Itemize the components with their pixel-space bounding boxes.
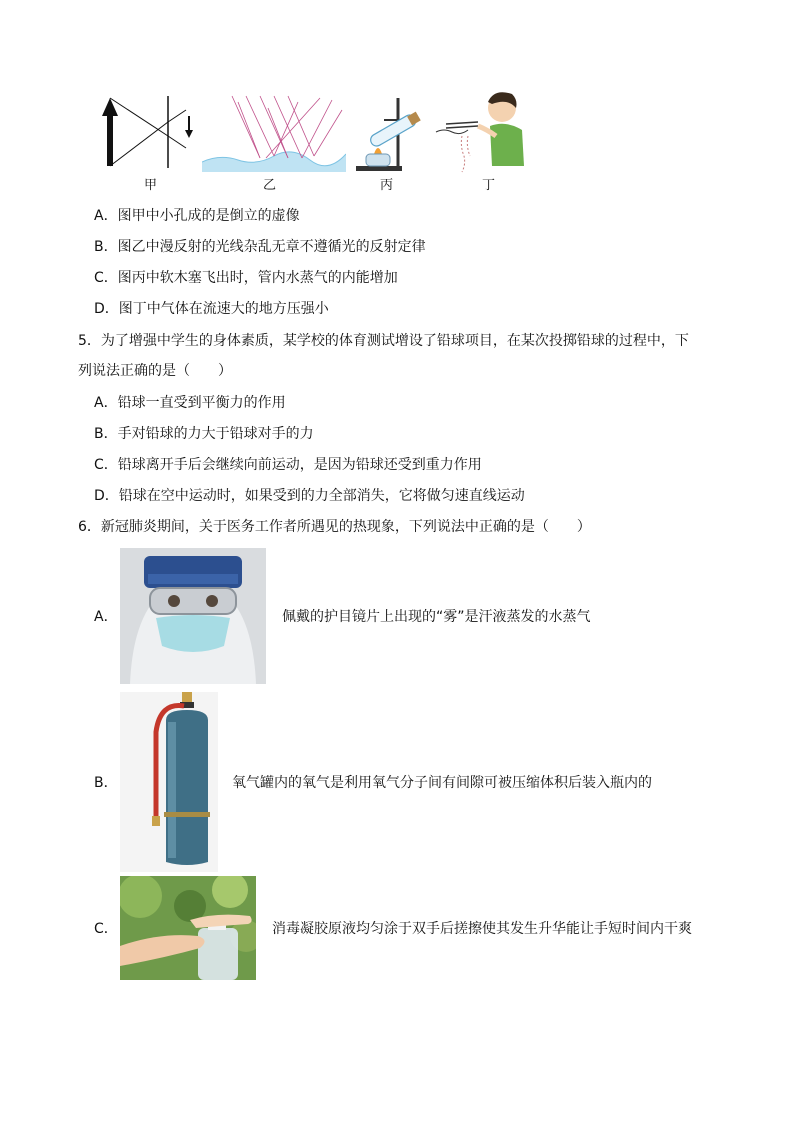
q5-option-d: [94, 486, 525, 506]
q4-option-b: [94, 237, 426, 257]
option-text: 图丁中气体在流速大的地方压强小: [118, 301, 329, 317]
figure-yi: [202, 92, 346, 172]
hand-sanitizer-photo: [120, 876, 256, 980]
figure-ding: [432, 86, 526, 174]
q5-stem-line1: 5．为了增强中学生的身体素质，某学校的体育测试增设了铅球项目，在某次投掷铅球的过程中，下: [78, 333, 689, 349]
figure-label-yi: 乙: [263, 178, 277, 193]
oxygen-cylinder-photo: [120, 692, 218, 872]
q4-option-c: [94, 268, 398, 288]
option-text: 铅球离开手后会继续向前运动，是因为铅球还受到重力作用: [117, 457, 482, 473]
figure-label-jia: 甲: [144, 178, 158, 193]
q5-option-b: [94, 424, 314, 444]
option-letter: D．: [94, 301, 119, 317]
q6-option-c-letter: C．: [94, 921, 118, 937]
q6-option-b-letter: B．: [94, 775, 118, 791]
figure-bing: [354, 90, 428, 174]
option-letter: A．: [94, 395, 118, 411]
q5-option-a: [94, 393, 286, 413]
medical-worker-goggles-photo: [120, 548, 266, 684]
option-text: 铅球一直受到平衡力的作用: [117, 395, 286, 411]
option-letter: C．: [94, 457, 118, 473]
q6-stem: 6．新冠肺炎期间，关于医务工作者所遇见的热现象，下列说法中正确的是（ ）: [78, 519, 591, 535]
figure-label-bing: 丙: [380, 178, 394, 193]
q5-option-c: [94, 455, 482, 475]
q4-option-a: [94, 206, 300, 226]
option-text: 图乙中漫反射的光线杂乱无章不遵循光的反射定律: [117, 239, 426, 255]
q4-option-d: [94, 299, 329, 319]
figure-label-ding: 丁: [482, 178, 496, 193]
option-text: 图甲中小孔成的是倒立的虚像: [117, 208, 300, 224]
option-text: 图丙中软木塞飞出时，管内水蒸气的内能增加: [117, 270, 398, 286]
option-text: 手对铅球的力大于铅球对手的力: [117, 426, 314, 442]
option-letter: D．: [94, 488, 119, 504]
option-text: 铅球在空中运动时，如果受到的力全部消失，它将做匀速直线运动: [118, 488, 525, 504]
q6-option-a-text: 佩戴的护目镜片上出现的“雾”是汗液蒸发的水蒸气: [282, 609, 591, 625]
option-letter: A．: [94, 208, 118, 224]
q6-option-b-text: 氧气罐内的氧气是利用氧气分子间有间隙可被压缩体积后装入瓶内的: [232, 775, 652, 791]
option-letter: B．: [94, 426, 118, 442]
option-letter: B．: [94, 239, 118, 255]
option-letter: C．: [94, 270, 118, 286]
q6-option-a-letter: A．: [94, 609, 118, 625]
q5-stem-line2: 列说法正确的是（ ）: [78, 363, 232, 379]
figure-jia: [98, 92, 196, 172]
q6-option-c-text: 消毒凝胶原液均匀涂于双手后搓擦使其发生升华能让手短时间内干爽: [272, 921, 692, 937]
